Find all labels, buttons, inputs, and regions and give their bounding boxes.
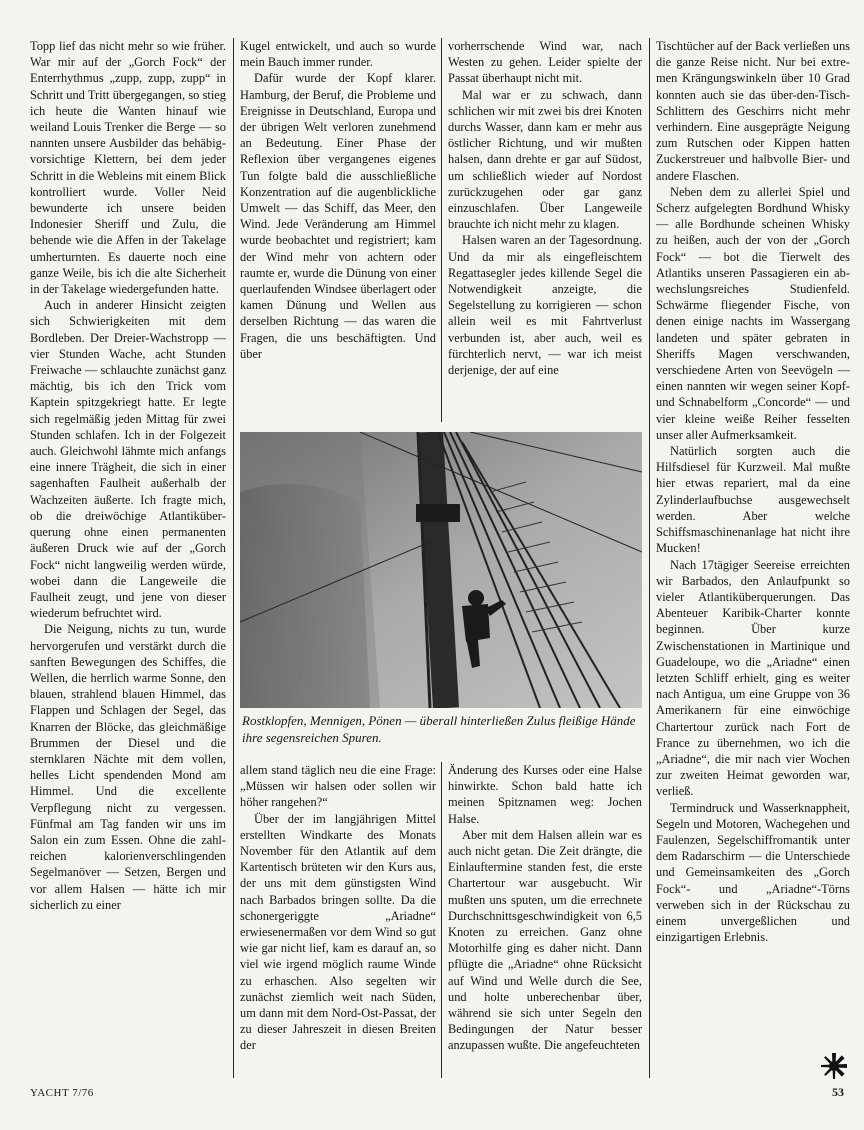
paragraph: Die Neigung, nichts zu tun, wurde hervorgerufen und verstärkt durch die sanften Bewegungen des Schiffes, die Wellen, die herrlich warme Sonne, den blauen, strahlend blauen Himmel, das Flappen und Schlagen der Segel, das Knarren der Blöcke, das gleichmäßige Brummen der Diesel und die sternklaren Nächte mit dem vollen, helles Licht spendenden Mond am Himmel. Und die excellente Verpflegung nicht zu vergessen. Fünfmal am Tag fanden wir uns im Salon ein zum Essen. Ohne die zahlreichen kalorienverschlingenden Segelmanöver — Setzen, Bergen und vor allem Halsen — hätte ich mir sicherlich zu einer bbox=[30, 622, 226, 912]
paragraph: Dafür wurde der Kopf klarer. Hamburg, der Beruf, die Probleme und Ereignisse in Deutschland, Europa und der übrigen Welt verloren zunehmend an Bedeutung. Einer Phase der Reflexion über vergangenes eigenes Tun folgte bald die ausschließliche Konzentration auf die augenblickliche Umwelt — das Schiff, das Meer, den Wind. Jede Veränderung am Himmel wurde beobachtet und registriert; kam der Wind mehr von achtern oder raumte er, wurde die Dünung von einer querlaufenden Windsee überlagert oder kamen Dünung und Wellen aus derselben Richtung — das waren die Fragen, die uns beschäftigten. Und über bbox=[240, 71, 436, 361]
paragraph: Termindruck und Wasserknappheit, Segeln und Motoren, Wachegehen und Faulenzen, Segelschiffromantik unter dem Radarschirm — die Unterschiede und Gemeinsamkeiten des „Gorch Fock“- und „Ariadne“-Törns verweben sich in der Rückschau zu einem unvergeßlichen und einzigartigen Erlebnis. bbox=[656, 800, 850, 945]
column-divider bbox=[233, 38, 234, 1078]
paragraph: Kugel entwickelt, und auch so wurde mein Bauch immer runder. bbox=[240, 39, 436, 70]
mast-climber-photo bbox=[240, 432, 642, 708]
paragraph: Aber mit dem Halsen allein war es auch nicht getan. Die Zeit drängte, die Einlauftermine standen fest, die erste Chartertour war ausgebucht. Wir mußten uns sputen, um die errechnete Durchschnittsgeschwindigkeit von 6,5 Knoten zu erreichen. Ganz ohne Motorhilfe ging es daher nicht. Dann pflügte die „Ariadne“ ohne Rücksicht auf Wind und Welle durch die See, und holte unberechenbar über, während sie sich unter Segeln den Bedingungen der Natur besser anzupassen wußte. Die angefeuchteten bbox=[448, 827, 642, 1053]
article-column-3-bottom bbox=[448, 762, 642, 1078]
paragraph: Änderung des Kurses oder eine Halse hinwirkte. Schon bald hatte ich meinen Spitznamen weg: Jochen Halse. bbox=[448, 763, 642, 826]
paragraph: Natürlich sorgten auch die Hilfsdiesel für Kurzweil. Mal mußte hier etwas repariert, mal da eine Zylinderlaufbuchse ausgewechselt werden. Aber welche Schiffsmaschinenanlage hat nicht ihre Mucken! bbox=[656, 444, 850, 556]
paragraph: Auch in anderer Hinsicht zeigten sich Schwierigkeiten mit dem Bordleben. Der Dreier-Wachstropp — vier Stunden Wache, acht Stunden Freiwache — schlauchte zunächst ganz mächtig, bis ich den Trick vom Kaptein spitzgekriegt hatte. Er legte sich regelmäßig jeden Mittag für zwei Stunden schlafen. Ich in der Folgezeit auch. Gleichwohl lähmte mich anfangs eine innere Trägheit, die sich in einer sagenhaften Faulheit außerhalb der Wachzeiten äußerte. Ich fragte mich, ob die dreiwöchige Atlantiküberquerung ohne einen permanenten äußeren Druck wie auf der „Gorch Fock“ nicht langweilig werden würde, wobei dann die Langeweile die Faulheit zeugt, und jene von dieser wiederum befruchtet wird. bbox=[30, 298, 226, 621]
photo-caption: Rostklopfen, Mennigen, Pönen — überall hinterließen Zulus fleißige Hände ihre segensreichen Spuren. bbox=[242, 713, 636, 745]
paragraph: Über der im langjährigen Mittel erstellten Windkarte des Monats November für den Atlantik auf dem Kartentisch brüteten wir den Kurs aus, der uns mit dem günstigsten Wind nach Barbados bringen sollte. Da die schonergeriggte „Ariadne“ erwiesenermaßen vor dem Wind so gut wie gar nicht lief, kam es darauf an, so viel wie irgend möglich raume Winde zu erhaschen. Also segelten wir zunächst ziemlich weit nach Süden, um dann mit dem Nord-Ost-Passat, der zu dieser Jahreszeit in diesen Breiten der bbox=[240, 811, 436, 1053]
paragraph: Tischtücher auf der Back verließen uns die ganze Reise nicht. Nur bei extremen Krängungswinkeln über 10 Grad konnten auch sie das über-den-Tisch-Schlittern des Geschirrs nicht mehr verhindern. Eine ausgeprägte Neigung zum Rutschen oder Kippen hatten Zuckerstreuer und halbvolle Bier- und andere Flaschen. bbox=[656, 39, 850, 183]
paragraph: Neben dem zu allerlei Spiel und Scherz aufgelegten Bordhund Whisky — alle Bordhunde scheinen Whisky zu heißen, auch der von der „Gorch Fock“ — bot die Tierwelt des Atlantiks unseren Passagieren ein abwechslungsreiches Studienfeld. Schwärme fliegender Fische, von denen einige nachts im Wassergang landeten und später gebraten in Sheriffs Magen verschwanden, verschiedene Arten von Seevögeln — einen nannten wir wegen seiner Kopf- und Schnabelform „Concorde“ — und vier kleine weiße Reiher fesselten unser aller Aufmerksamkeit. bbox=[656, 184, 850, 442]
article-column-1 bbox=[30, 38, 226, 1076]
paragraph: Topp lief das nicht mehr so wie früher. War mir auf der „Gorch Fock“ der Enterrhythmus „zupp, zupp, zupp“ in Schritt und Tritt übergegangen, so stieg ich heute die Wanten hinauf wie weiland Louis Trenker die Berge — so nannten unsere Ausbilder das behäbig-vorsichtige Klettern, bei dem jeder Schritt in die Webleins mit einem Blick kontrolliert wurde. Voller Neid bewunderte ich unsere beiden Indonesier Sheriff und Zulu, die behende wie die Affen in der Takelage umherturnten. Es dauerte noch eine ganze Weile, bis ich die alte Sicherheit in der Takelage wiedergefunden hatte. bbox=[30, 39, 226, 297]
article-column-4 bbox=[656, 38, 850, 1076]
paragraph: allem stand täglich neu die eine Frage: „Müssen wir halsen oder sollen wir höher rangehen?“ bbox=[240, 763, 436, 810]
paragraph: Halsen waren an der Tagesordnung. Und da mir als eingefleischtem Regattasegler jedes killende Segel die Notwendigkeit anzeigte, die Segelstellung zu korrigieren — schon allein weil es mit Fahrtverlust verbunden ist, aber auch, weil es fürchterlich nervt, — war ich meist derjenige, der auf eine bbox=[448, 233, 642, 378]
paragraph: Mal war er zu schwach, dann schlichen wir mit zwei bis drei Knoten durchs Wasser, dann kam er mehr aus östlicher Richtung, und wir mußten halsen, dann drehte er gar auf Südost, um schließlich wieder auf Nordost zurückzugehen oder gar ganz einzuschlafen. Über Langeweile brauchte ich nicht mehr zu klagen. bbox=[448, 87, 642, 232]
article-column-2-top bbox=[240, 38, 436, 418]
article-column-3-top bbox=[448, 38, 642, 418]
column-divider bbox=[441, 38, 442, 422]
column-divider bbox=[649, 38, 650, 1078]
article-column-2-bottom bbox=[240, 762, 436, 1078]
column-divider bbox=[441, 762, 442, 1078]
asterisk-ornament-icon bbox=[820, 1052, 848, 1080]
paragraph: vorherrschende Wind war, nach Westen zu gehen. Leider spielte der Passat überhaupt nicht mit. bbox=[448, 39, 642, 86]
magazine-issue: YACHT 7/76 bbox=[30, 1087, 94, 1099]
article-photo bbox=[240, 432, 642, 708]
page-number: 53 bbox=[832, 1085, 844, 1099]
paragraph: Nach 17tägiger Seereise erreichten wir Barbados, den Anlaufpunkt so vieler Atlantiküberquerungen. Das Abenteuer Karibik-Charter konnte beginnen. Über kurze Zwischenstationen in Martinique und Guadeloupe, wo die „Ariadne“ einen letzten Schliff erhielt, ging es weiter nach Antigua, um eine Gruppe von 36 Amerikanern für eine einwöchige Chartertour zurück nach Fort de France zu übernehmen, wo ich die „Ariadne“, die mir nach vier Wochen zur zweiten Heimat geworden war, verließ. bbox=[656, 557, 850, 799]
